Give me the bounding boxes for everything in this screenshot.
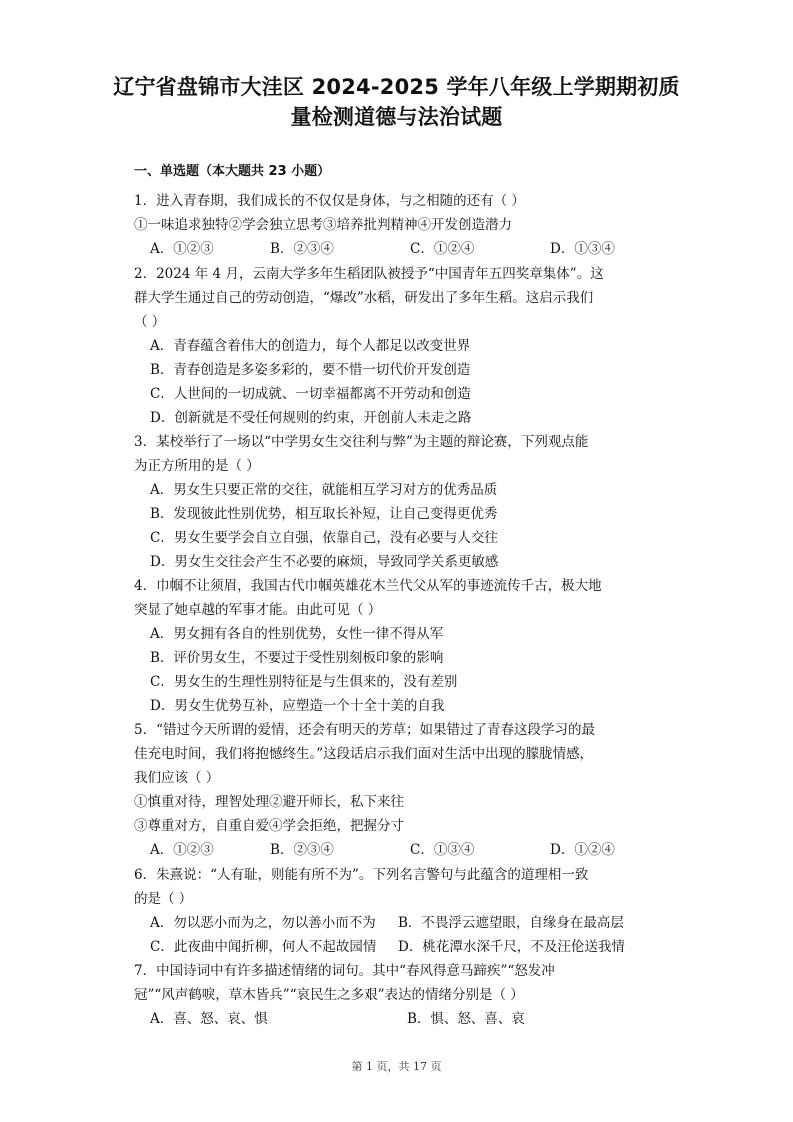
option-c: C．①③④ [410,842,475,858]
question-2-stem-line-2: 群大学生通过自己的劳动创造，“爆改”水稻，研发出了多年生稻。这启示我们 [134,290,594,306]
option-a: A．勿以恶小而为之，勿以善小而不为 [150,915,376,931]
option-a: A．①②③ [150,842,214,858]
question-3-option-b: B．发现彼此性别优势，相互取长补短，让自己变得更优秀 [150,506,498,522]
option-c: C．①②④ [410,241,475,257]
title-line-2: 量检测道德与法治试题 [290,105,503,129]
question-2-stem-line-3: （ ） [134,314,166,330]
question-7-stem-line-1: 7．中国诗词中有许多描述情绪的词句。其中“春风得意马蹄疾”“怒发冲 [134,963,555,979]
question-5-stem-line-3: 我们应该（ ） [134,770,220,786]
question-5-stem-line-2: 佳充电时间，我们将抱憾终生。”这段话启示我们面对生活中出现的朦胧情感， [134,746,594,762]
question-4-stem-line-2: 突显了她卓越的军事才能。由此可见（ ） [134,602,382,618]
question-1-items: ①一味追求独特②学会独立思考③培养批判精神④开发创造潜力 [134,217,512,233]
question-1-stem: 1．进入青春期，我们成长的不仅仅是身体，与之相随的还有（ ） [134,193,525,209]
question-3-option-d: D．男女生交往会产生不必要的麻烦，导致同学关系更敏感 [150,554,499,570]
option-d: D．①②④ [550,842,615,858]
question-2-option-b: B．青春创造是多姿多彩的，要不惜一切代价开发创造 [150,362,471,378]
option-b: B．②③④ [270,241,334,257]
question-6-stem-line-1: 6．朱熹说：“人有耻，则能有所不为”。下列名言警句与此蕴含的道理相一致 [134,867,589,883]
question-6-stem-line-2: 的是（ ） [134,891,193,907]
title-line-1: 辽宁省盘锦市大洼区 2024-2025 学年八年级上学期期初质 [113,75,680,99]
question-2-stem-line-1: 2．2024 年 4 月，云南大学多年生稻团队被授予“中国青年五四奖章集体”。这 [134,266,604,282]
question-4-option-d: D．男女生优势互补，应塑造一个十全十美的自我 [150,698,445,714]
option-c: C．此夜曲中闻折柳，何人不起故园情 [150,939,377,955]
section-heading: 一、单选题（本大题共 23 小题） [134,164,331,179]
question-4-option-b: B．评价男女生，不要过于受性别刻板印象的影响 [150,650,444,666]
question-4-stem-line-1: 4．巾帼不让须眉，我国古代巾帼英雄花木兰代父从军的事迹流传千古，极大地 [134,578,602,594]
option-d: D．①③④ [550,241,615,257]
option-b: B．不畏浮云遮望眼，自缘身在最高层 [398,915,624,931]
option-b: B．惧、怒、喜、哀 [407,1011,525,1027]
option-b: B．②③④ [270,842,334,858]
page-title [60,72,733,132]
question-2-option-d: D．创新就是不受任何规则的约束，开创前人未走之路 [150,410,472,426]
question-4-option-a: A．男女拥有各自的性别优势，女性一律不得从军 [150,626,444,642]
page-footer: 第 1 页，共 17 页 [351,1060,442,1073]
question-3-stem-line-2: 为正方所用的是（ ） [134,458,260,474]
question-3-option-a: A．男女生只要正常的交往，就能相互学习对方的优秀品质 [150,482,498,498]
question-3-stem-line-1: 3．某校举行了一场以“中学男女生交往利与弊”为主题的辩论赛，下列观点能 [134,434,589,450]
option-a: A．①②③ [150,241,214,257]
question-5-stem-line-1: 5．“错过今天所谓的爱情，还会有明天的芳草；如果错过了青春这段学习的最 [134,722,595,738]
option-a: A．喜、怒、哀、惧 [150,1011,268,1027]
question-7-stem-line-2: 冠”“风声鹤唳，草木皆兵”“哀民生之多艰”表达的情绪分别是（ ） [134,987,524,1003]
question-2-option-c: C．人世间的一切成就、一切幸福都离不开劳动和创造 [150,386,471,402]
option-d: D．桃花潭水深千尺，不及汪伦送我情 [398,939,625,955]
question-2-option-a: A．青春蕴含着伟大的创造力，每个人都足以改变世界 [150,338,471,354]
question-4-option-c: C．男女生的生理性别特征是与生俱来的，没有差别 [150,674,458,690]
question-5-items-2: ③尊重对方，自重自爱④学会拒绝，把握分寸 [134,818,404,834]
question-5-items-1: ①慎重对待，理智处理②避开师长，私下来往 [134,794,404,810]
question-3-option-c: C．男女生要学会自立自强，依靠自己，没有必要与人交往 [150,530,498,546]
